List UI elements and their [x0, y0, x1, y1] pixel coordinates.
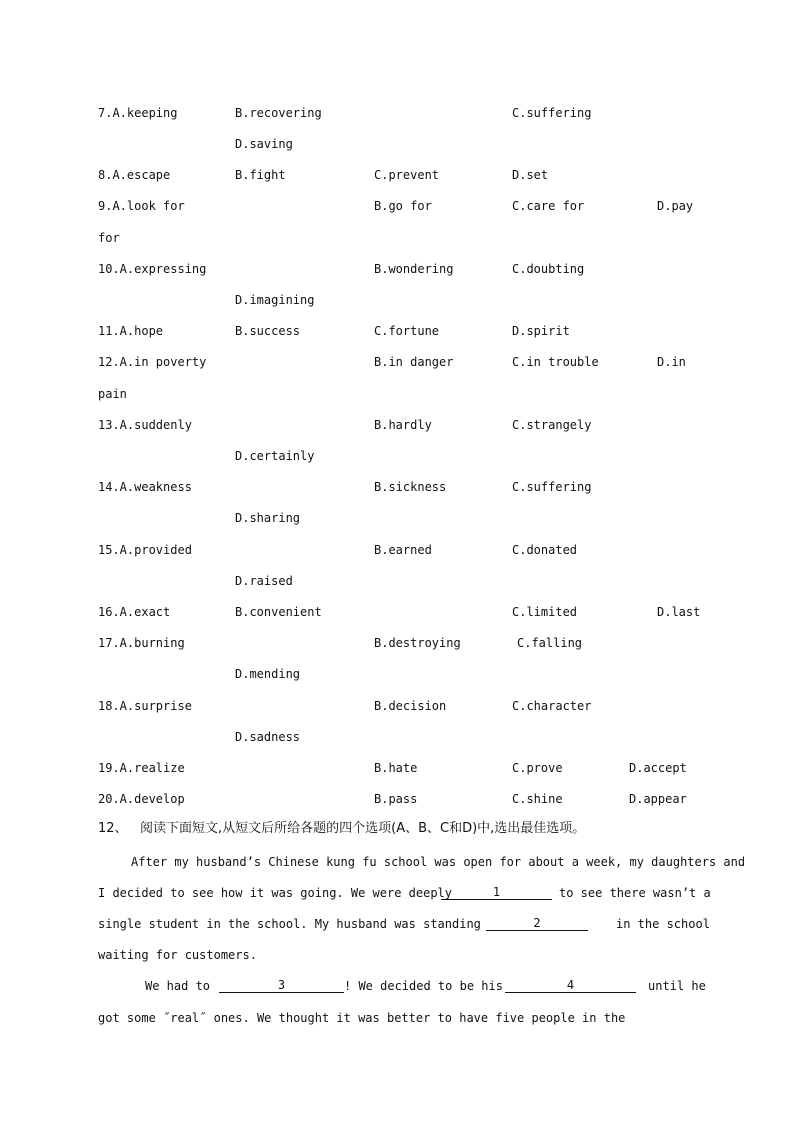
- option-18-b: B.decision: [374, 699, 447, 713]
- option-11-b: B.success: [235, 324, 301, 338]
- option-20-a: 20.A.develop: [98, 792, 185, 806]
- option-9-b: B.go for: [374, 199, 432, 213]
- option-12-a: 12.A.in poverty: [98, 355, 207, 369]
- passage-line: to see there wasn’t a: [559, 886, 711, 900]
- option-10-b: B.wondering: [374, 262, 454, 276]
- option-17-d: D.mending: [235, 667, 301, 681]
- option-13-d: D.certainly: [235, 449, 315, 463]
- option-14-d: D.sharing: [235, 511, 301, 525]
- option-9-d-continued: for: [98, 231, 120, 245]
- passage-line: ! We decided to be his: [344, 979, 503, 993]
- option-19-b: B.hate: [374, 761, 418, 775]
- option-20-d: D.appear: [629, 792, 687, 806]
- option-16-d: D.last: [657, 605, 701, 619]
- option-15-b: B.earned: [374, 543, 432, 557]
- option-13-b: B.hardly: [374, 418, 432, 432]
- option-14-b: B.sickness: [374, 480, 447, 494]
- option-16-a: 16.A.exact: [98, 605, 171, 619]
- option-11-c: C.fortune: [374, 324, 440, 338]
- passage-line: We had to: [145, 979, 211, 993]
- blank-4[interactable]: 4: [505, 978, 636, 993]
- option-9-d: D.pay: [657, 199, 694, 213]
- option-12-d-continued: pain: [98, 387, 127, 401]
- option-16-b: B.convenient: [235, 605, 322, 619]
- option-20-b: B.pass: [374, 792, 418, 806]
- passage-line: got some ˝real˝ ones. We thought it was better to have five people in the: [98, 1011, 626, 1025]
- blank-3[interactable]: 3: [219, 978, 344, 993]
- passage-line: in the school: [616, 917, 710, 931]
- option-20-c: C.shine: [512, 792, 563, 806]
- passage-line: waiting for customers.: [98, 948, 257, 962]
- option-8-b: B.fight: [235, 168, 286, 182]
- option-17-b: B.destroying: [374, 636, 461, 650]
- option-19-a: 19.A.realize: [98, 761, 185, 775]
- option-16-c: C.limited: [512, 605, 578, 619]
- option-18-d: D.sadness: [235, 730, 301, 744]
- option-19-d: D.accept: [629, 761, 687, 775]
- option-17-a: 17.A.burning: [98, 636, 185, 650]
- option-7-a: 7.A.keeping: [98, 106, 178, 120]
- option-17-c: C.falling: [517, 636, 583, 650]
- option-9-a: 9.A.look for: [98, 199, 185, 213]
- option-8-a: 8.A.escape: [98, 168, 171, 182]
- option-8-c: C.prevent: [374, 168, 440, 182]
- blank-2[interactable]: 2: [486, 916, 588, 931]
- option-7-b: B.recovering: [235, 106, 322, 120]
- section-number: 12、: [98, 821, 128, 836]
- option-9-c: C.care for: [512, 199, 585, 213]
- option-18-a: 18.A.surprise: [98, 699, 192, 713]
- option-15-a: 15.A.provided: [98, 543, 192, 557]
- blank-1[interactable]: 1: [441, 885, 552, 900]
- section-instruction: 阅读下面短文,从短文后所给各题的四个选项(A、B、C和D)中,选出最佳选项。: [140, 821, 586, 836]
- option-10-d: D.imagining: [235, 293, 315, 307]
- passage-line: I decided to see how it was going. We were deeply: [98, 886, 453, 900]
- option-8-d: D.set: [512, 168, 549, 182]
- passage-line: until he: [648, 979, 706, 993]
- option-7-c: C.suffering: [512, 106, 592, 120]
- option-19-c: C.prove: [512, 761, 563, 775]
- option-15-d: D.raised: [235, 574, 293, 588]
- passage-line: After my husband’s Chinese kung fu school was open for about a week, my daughters and: [131, 855, 746, 869]
- option-12-c: C.in trouble: [512, 355, 599, 369]
- option-11-d: D.spirit: [512, 324, 570, 338]
- option-13-c: C.strangely: [512, 418, 592, 432]
- option-14-c: C.suffering: [512, 480, 592, 494]
- option-10-a: 10.A.expressing: [98, 262, 207, 276]
- option-18-c: C.character: [512, 699, 592, 713]
- option-11-a: 11.A.hope: [98, 324, 164, 338]
- passage-line: single student in the school. My husband was standing: [98, 917, 481, 931]
- option-12-b: B.in danger: [374, 355, 454, 369]
- option-10-c: C.doubting: [512, 262, 585, 276]
- option-12-d: D.in: [657, 355, 686, 369]
- option-13-a: 13.A.suddenly: [98, 418, 192, 432]
- option-14-a: 14.A.weakness: [98, 480, 192, 494]
- option-15-c: C.donated: [512, 543, 578, 557]
- option-7-d: D.saving: [235, 137, 293, 151]
